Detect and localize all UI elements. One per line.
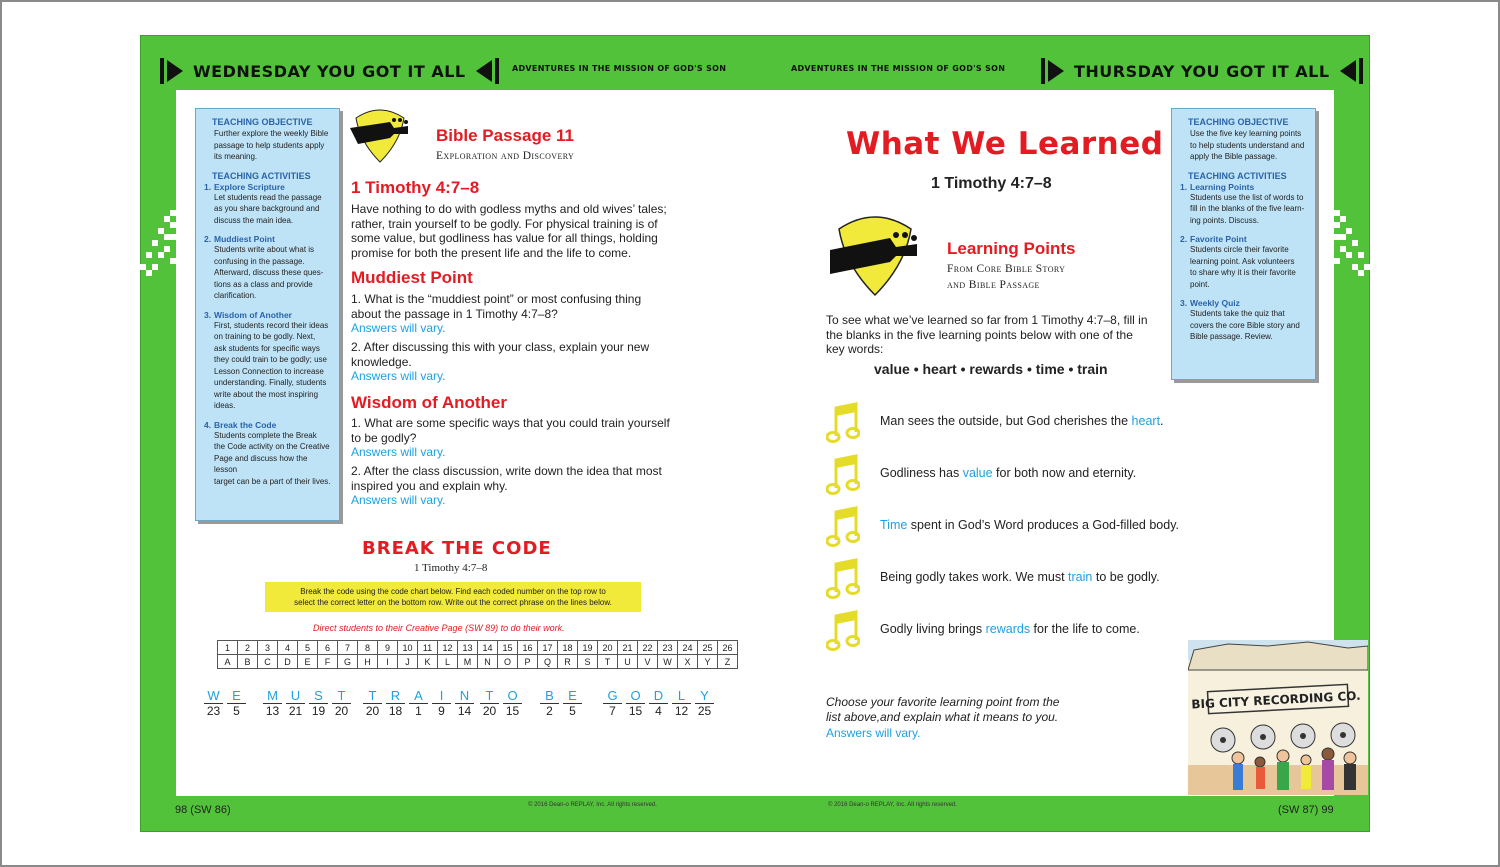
guitar-pick-icon	[350, 104, 410, 164]
answer-number: 5	[233, 704, 240, 718]
code-letter-cell: B	[238, 655, 258, 669]
page-number-left: 98 (SW 86)	[175, 804, 231, 816]
play-icon	[1048, 60, 1064, 82]
code-number-cell: 17	[538, 641, 558, 655]
answer-number: 20	[482, 704, 497, 718]
answer-letter: T	[480, 689, 499, 704]
answer-letter: L	[672, 689, 691, 704]
activity-item: 1. Learning Points Students use the list of words to fill in the blanks of the five learn- ing points. Discuss.	[1180, 181, 1305, 225]
code-letter-cell: H	[358, 655, 378, 669]
answer-text: Answers will vary.	[351, 369, 446, 383]
answer-word	[263, 689, 355, 718]
answer-letter: Y	[695, 689, 714, 704]
code-number-cell: 7	[338, 641, 358, 655]
answer-number: 25	[697, 704, 712, 718]
bible-passage-title: Bible Passage 11	[436, 126, 574, 145]
answer-letter: E	[563, 689, 582, 704]
code-letter-cell: L	[438, 655, 458, 669]
activity-item: 2. Favorite Point Students circle their favorite learning point. Ask volunteers to share why it is their favorite point.	[1180, 234, 1296, 289]
code-letter-cell: N	[478, 655, 498, 669]
answer-letter: A	[409, 689, 428, 704]
bar-icon	[160, 58, 164, 84]
code-number-cell: 18	[558, 641, 578, 655]
code-letter-cell: R	[558, 655, 578, 669]
studio-sign: BIG CITY RECORDING CO.	[1191, 688, 1362, 712]
code-letter-cell: D	[278, 655, 298, 669]
answer-word	[480, 689, 526, 718]
bar-icon	[495, 58, 499, 84]
code-letter-cell: F	[318, 655, 338, 669]
answer-number: 14	[457, 704, 472, 718]
learning-points-subtitle-2: and Bible Passage	[947, 279, 1040, 291]
code-number-cell: 19	[578, 641, 598, 655]
answer-letter: N	[455, 689, 474, 704]
answer-letter: T	[332, 689, 351, 704]
answer-word	[204, 689, 250, 718]
copyright-left: © 2016 Dean-o REPLAY, Inc. All rights reserved.	[528, 802, 657, 808]
code-number-cell: 22	[638, 641, 658, 655]
direct-students-note: Direct students to their Creative Page (SW 89) to do their work.	[313, 623, 565, 633]
wisdom-heading: Wisdom of Another	[351, 393, 507, 412]
code-letter-cell: O	[498, 655, 518, 669]
code-letter-cell: G	[338, 655, 358, 669]
answer-number: 23	[206, 704, 221, 718]
choose-answer: Answers will vary.	[826, 726, 921, 740]
code-letter-cell: X	[678, 655, 698, 669]
answer-number: 1	[415, 704, 422, 718]
header-left-title: WEDNESDAY YOU GOT IT ALL	[193, 61, 466, 81]
activity-item: 1. Explore Scripture Let students read the passage as you share background and discuss the main idea.	[204, 181, 322, 225]
header-right-subtitle: ADVENTURES IN THE MISSION OF GOD'S SON	[791, 64, 1006, 73]
code-letter-cell: Y	[698, 655, 718, 669]
guitar-pick-icon	[830, 208, 920, 298]
what-we-learned-reference: 1 Timothy 4:7–8	[931, 175, 1052, 192]
code-number-cell: 8	[358, 641, 378, 655]
code-number-cell: 20	[598, 641, 618, 655]
copyright-right: © 2016 Dean-o REPLAY, Inc. All rights reserved.	[828, 802, 957, 808]
answer-number: 20	[365, 704, 380, 718]
answer-number: 2	[546, 704, 553, 718]
answer-word	[603, 689, 718, 718]
teaching-sidebar-left	[195, 108, 340, 521]
muddiest-question-1: 1. What is the “muddiest point” or most confusing thing about the passage in 1 Timothy 4:7–8? Answers will vary.	[351, 292, 642, 335]
code-letter-cell: T	[598, 655, 618, 669]
learning-point: Being godly takes work. We must train to be godly.	[880, 570, 1160, 584]
code-number-cell: 2	[238, 641, 258, 655]
code-number-cell: 4	[278, 641, 298, 655]
objective-heading: TEACHING OBJECTIVE	[212, 117, 313, 127]
code-number-cell: 25	[698, 641, 718, 655]
code-number-cell: 5	[298, 641, 318, 655]
code-letter-cell: U	[618, 655, 638, 669]
header-left-subtitle: ADVENTURES IN THE MISSION OF GOD'S SON	[512, 64, 727, 73]
bible-passage-subtitle: Exploration and Discovery	[436, 150, 575, 162]
learning-point-answer: rewards	[985, 622, 1031, 636]
learning-points-subtitle-1: From Core Bible Story	[947, 263, 1066, 275]
answer-number: 15	[505, 704, 520, 718]
answer-letter: T	[363, 689, 382, 704]
learning-point-answer: heart	[1131, 414, 1161, 428]
answer-letter: O	[503, 689, 522, 704]
objective-heading: TEACHING OBJECTIVE	[1188, 117, 1289, 127]
code-number-cell: 1	[218, 641, 238, 655]
answer-number: 12	[674, 704, 689, 718]
activity-item: 2. Muddiest Point Students write about what is confusing in the passage. Afterward, discuss these ques- tions as a class and provide clarification.	[204, 234, 324, 300]
learning-point-answer: value	[962, 466, 993, 480]
code-letter-cell: I	[378, 655, 398, 669]
pixel-decoration-right	[1334, 210, 1370, 276]
code-letters-row	[218, 655, 738, 669]
music-note-icon	[826, 610, 860, 654]
code-number-cell: 14	[478, 641, 498, 655]
music-note-icon	[826, 506, 860, 550]
answer-number: 21	[288, 704, 303, 718]
code-number-cell: 11	[418, 641, 438, 655]
code-letter-cell: Z	[718, 655, 738, 669]
answer-number: 13	[265, 704, 280, 718]
code-letter-cell: E	[298, 655, 318, 669]
learning-point: Man sees the outside, but God cherishes the heart.	[880, 414, 1164, 428]
music-note-icon	[826, 402, 860, 446]
wisdom-question-1: 1. What are some specific ways that you could train yourself to be godly? Answers will vary.	[351, 416, 670, 459]
answer-text: Answers will vary.	[351, 445, 446, 459]
activity-item: 4. Break the Code Students complete the Break the Code activity on the Creative Page and discuss how the lesson target can be a part of their lives.	[204, 419, 331, 486]
passage-text: Have nothing to do with godless myths and old wives’ tales; rather, train yourself to be godly. For physical training is of some value, but godliness has value for all things, holding promise for both the present life and the life to come.	[351, 202, 667, 260]
learning-point-answer: Time	[880, 518, 908, 532]
bar-icon	[1359, 58, 1363, 84]
learning-point: Godly living brings rewards for the life to come.	[880, 622, 1140, 636]
objective-text: Further explore the weekly Bible passage to help students apply its meaning.	[214, 129, 329, 161]
code-number-cell: 15	[498, 641, 518, 655]
answer-letter: O	[626, 689, 645, 704]
what-we-learned-title: What We Learned	[846, 126, 1164, 162]
code-number-cell: 13	[458, 641, 478, 655]
activity-item: 3. Weekly Quiz Students take the quiz that covers the core Bible story and Bible passage. Review.	[1180, 298, 1300, 341]
reverse-icon	[476, 60, 492, 82]
answer-letter: B	[540, 689, 559, 704]
code-letter-cell: Q	[538, 655, 558, 669]
break-code-instructions: Break the code using the code chart below. Find each coded number on the top row to select the correct letter on the bottom row. Write out the correct phrase on the lines below.	[265, 582, 641, 612]
answer-number: 5	[569, 704, 576, 718]
code-number-cell: 21	[618, 641, 638, 655]
learning-intro: To see what we’ve learned so far from 1 Timothy 4:7–8, fill in the blanks in the five learning points below with one of the key words:	[826, 313, 1148, 356]
code-letter-cell: W	[658, 655, 678, 669]
activities-list	[204, 181, 331, 488]
activities-list	[1180, 181, 1307, 343]
code-chart	[217, 640, 738, 669]
code-number-cell: 6	[318, 641, 338, 655]
answer-number: 19	[311, 704, 326, 718]
learning-point-answer: train	[1068, 570, 1093, 584]
music-note-icon	[826, 558, 860, 602]
answer-letter: S	[309, 689, 328, 704]
answer-letter: W	[204, 689, 223, 704]
music-note-icon	[826, 454, 860, 498]
answer-letter: E	[227, 689, 246, 704]
objective-text: Use the five key learning points to help students understand and apply the Bible passage.	[1190, 129, 1305, 161]
code-number-cell: 16	[518, 641, 538, 655]
code-number-cell: 3	[258, 641, 278, 655]
code-number-cell: 24	[678, 641, 698, 655]
answer-word	[540, 689, 586, 718]
header-right	[1041, 55, 1363, 87]
teaching-sidebar-right	[1171, 108, 1316, 380]
code-letter-cell: K	[418, 655, 438, 669]
answer-letter: D	[649, 689, 668, 704]
answer-number: 9	[438, 704, 445, 718]
code-letter-cell: C	[258, 655, 278, 669]
recording-studio-illustration	[1188, 640, 1368, 795]
code-number-cell: 23	[658, 641, 678, 655]
code-letter-cell: S	[578, 655, 598, 669]
answer-number: 15	[628, 704, 643, 718]
break-code-title: BREAK THE CODE	[362, 538, 552, 559]
break-code-reference: 1 Timothy 4:7–8	[414, 562, 488, 574]
code-number-cell: 10	[398, 641, 418, 655]
code-number-cell: 9	[378, 641, 398, 655]
answer-letter: U	[286, 689, 305, 704]
code-numbers-row	[218, 641, 738, 655]
answer-text: Answers will vary.	[351, 321, 446, 335]
answer-number: 7	[609, 704, 616, 718]
answer-letter: R	[386, 689, 405, 704]
code-letter-cell: P	[518, 655, 538, 669]
muddiest-question-2: 2. After discussing this with your class, explain your new knowledge. Answers will vary.	[351, 340, 650, 383]
wisdom-question-2: 2. After the class discussion, write down the idea that most inspired you and explain why. Answers will vary.	[351, 464, 662, 507]
answer-word	[363, 689, 478, 718]
reverse-icon	[1340, 60, 1356, 82]
play-icon	[167, 60, 183, 82]
learning-point: Godliness has value for both now and eternity.	[880, 466, 1137, 480]
code-number-cell: 26	[718, 641, 738, 655]
header-right-title: THURSDAY YOU GOT IT ALL	[1074, 61, 1330, 81]
activities-heading: TEACHING ACTIVITIES	[212, 170, 311, 181]
learning-point: Time spent in God’s Word produces a God-filled body.	[880, 518, 1180, 532]
bar-icon	[1041, 58, 1045, 84]
page-number-right: (SW 87) 99	[1278, 804, 1334, 816]
passage-reference: 1 Timothy 4:7–8	[351, 178, 480, 197]
activities-heading: TEACHING ACTIVITIES	[1188, 170, 1287, 181]
answer-number: 20	[334, 704, 349, 718]
activity-item: 3. Wisdom of Another First, students record their ideas on training to be godly. Next, ask students for specific ways they could train to be godly; use Lesson Connection to increase understanding. Finally, students write about the most inspiring ideas.	[204, 309, 329, 410]
header-left	[160, 55, 499, 87]
answer-letter: I	[432, 689, 451, 704]
answer-number: 18	[388, 704, 403, 718]
code-letter-cell: A	[218, 655, 238, 669]
code-letter-cell: V	[638, 655, 658, 669]
code-number-cell: 12	[438, 641, 458, 655]
learning-points-title: Learning Points	[947, 239, 1076, 258]
muddiest-heading: Muddiest Point	[351, 268, 473, 287]
code-letter-cell: J	[398, 655, 418, 669]
answer-text: Answers will vary.	[351, 493, 446, 507]
choose-prompt: Choose your favorite learning point from the list above,and explain what it means to you.	[826, 695, 1060, 724]
answer-number: 4	[655, 704, 662, 718]
code-letter-cell: M	[458, 655, 478, 669]
key-words: value • heart • rewards • time • train	[874, 361, 1108, 377]
answer-letter: G	[603, 689, 622, 704]
answer-letter: M	[263, 689, 282, 704]
pixel-decoration-left	[140, 210, 176, 276]
